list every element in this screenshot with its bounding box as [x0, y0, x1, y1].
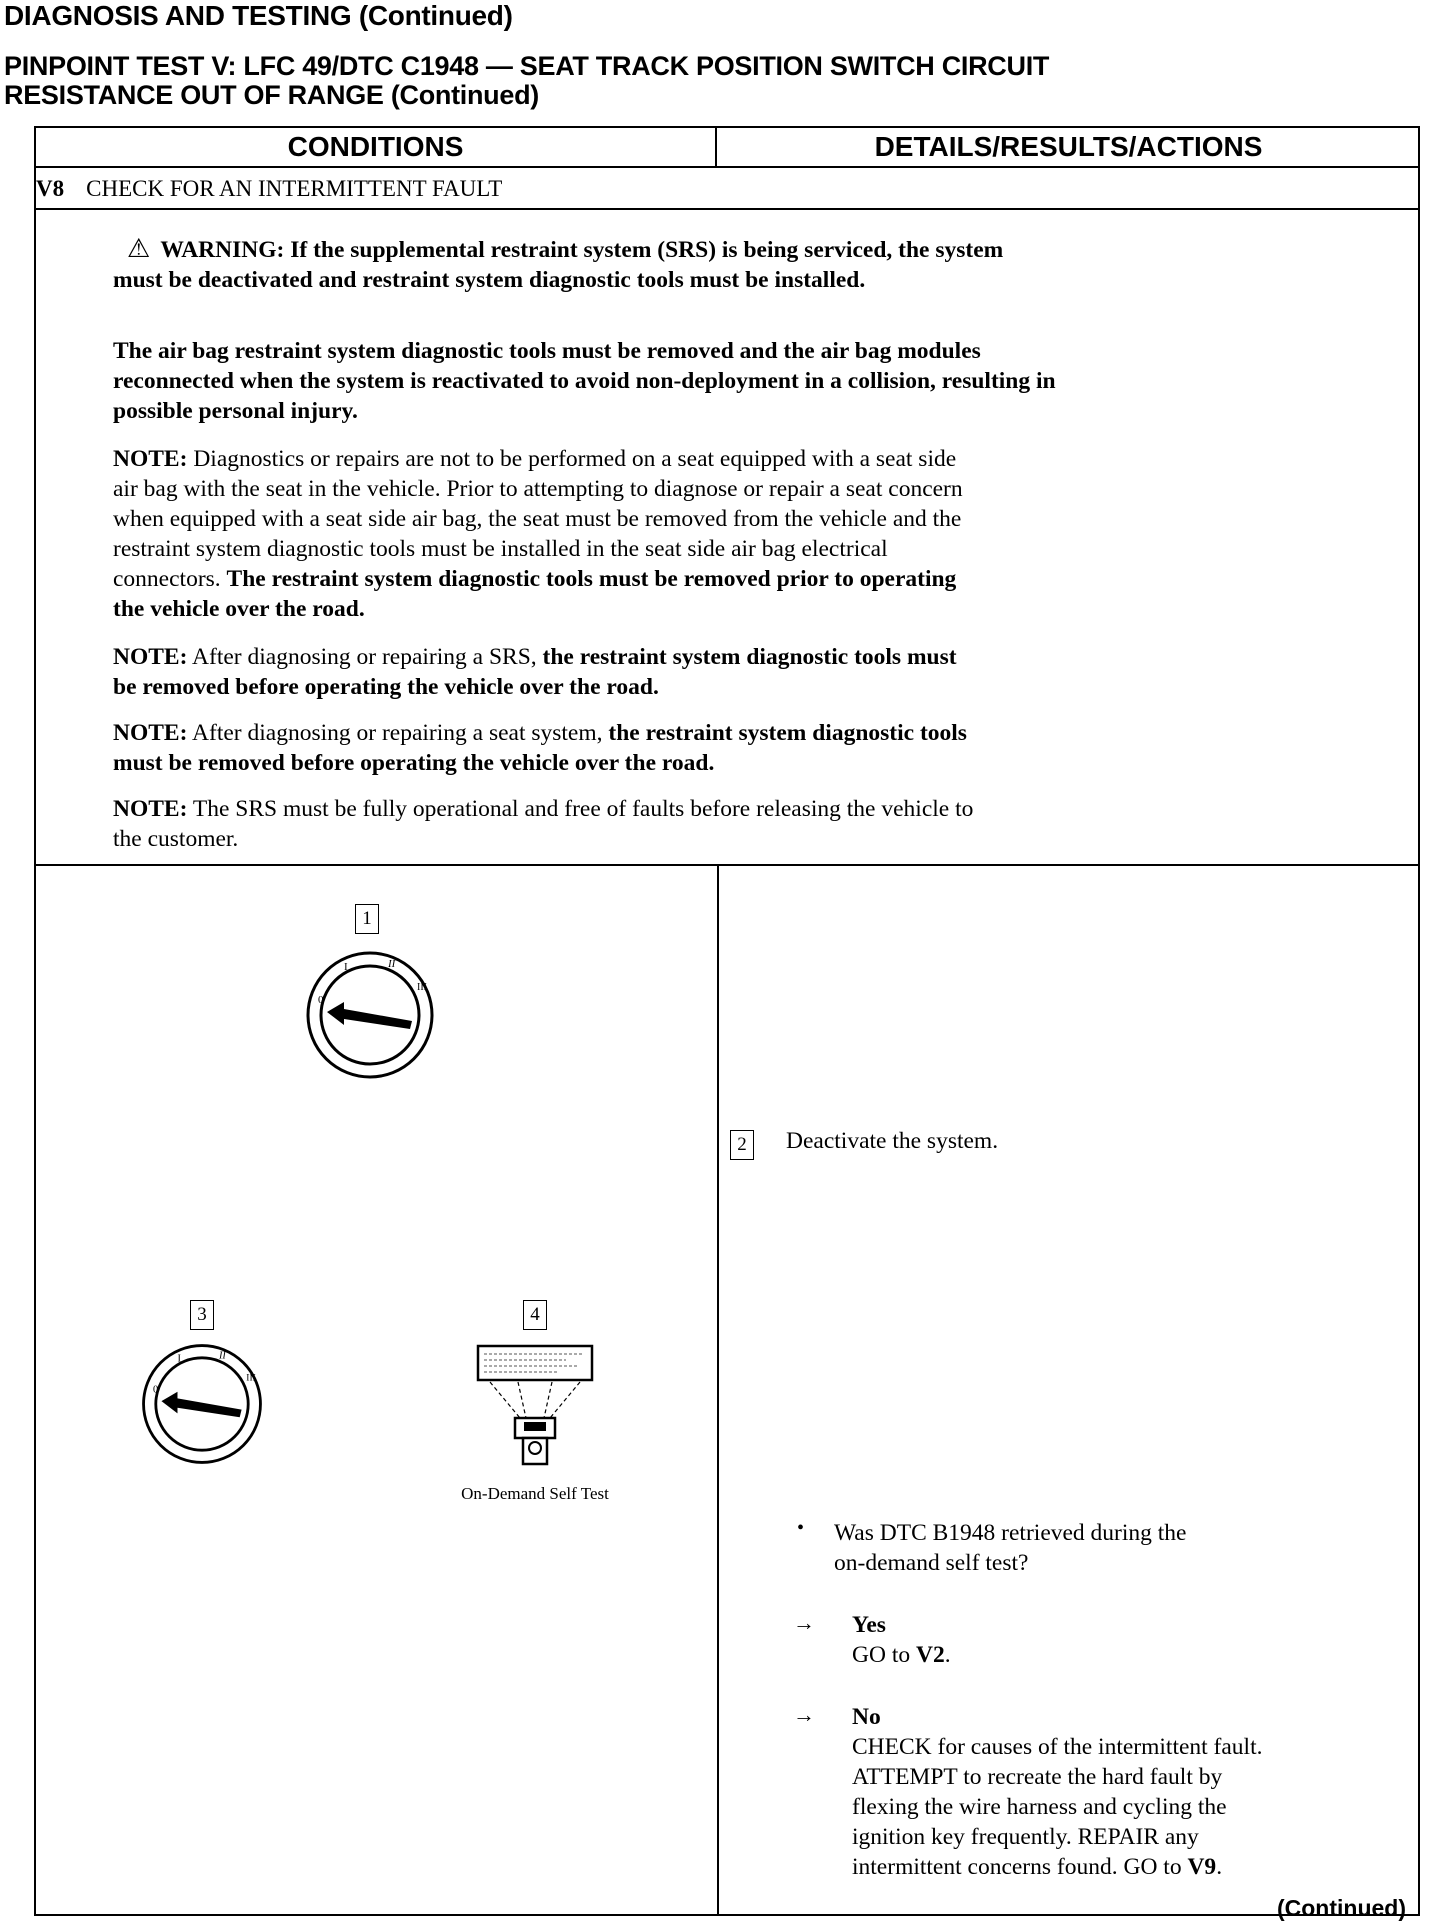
note-label: NOTE:	[113, 720, 188, 746]
step-divider	[34, 208, 1420, 210]
note-text: connectors.	[113, 566, 227, 592]
step-id: V8	[36, 176, 65, 201]
ignition-mark: I	[344, 961, 348, 973]
figure-caption: On-Demand Self Test	[461, 1484, 609, 1503]
details-column-header: DETAILS/RESULTS/ACTIONS	[874, 131, 1263, 162]
note-label: NOTE:	[113, 644, 188, 670]
warning-paragraph-2	[113, 336, 1343, 426]
answer-label: No	[852, 1704, 881, 1730]
ignition-mark: II	[388, 958, 396, 970]
callout-4: 4	[523, 1300, 547, 1330]
ignition-switch-off-icon	[136, 1338, 268, 1470]
answer-no	[852, 1702, 1263, 1882]
test-title-line-1: PINPOINT TEST V: LFC 49/DTC C1948 — SEAT TRACK POSITION SWITCH CIRCUIT	[4, 51, 1050, 81]
ignition-mark: I	[177, 1353, 181, 1365]
header-divider	[34, 166, 1420, 168]
note-text: restraint system diagnostic tools must be installed in the seat side air bag electrical	[113, 536, 888, 562]
ignition-switch-off-icon	[300, 945, 440, 1085]
answer-text: flexing the wire harness and cycling the	[852, 1794, 1227, 1820]
note-text: air bag with the seat in the vehicle. Prior to attempting to diagnose or repair a seat concern	[113, 476, 963, 502]
note-text: the restraint system diagnostic tools must	[542, 644, 957, 670]
scan-tool-icon	[470, 1338, 600, 1478]
question	[834, 1518, 1187, 1578]
note-text: The restraint system diagnostic tools must be removed prior to operating	[226, 566, 957, 592]
column-divider-bottom	[717, 864, 719, 1916]
arrow-icon: →	[793, 1702, 815, 1727]
note-text: After diagnosing or repairing a SRS,	[192, 644, 543, 670]
note-text: be removed before operating the vehicle over the road.	[113, 674, 659, 700]
warning-text: must be deactivated and restraint system diagnostic tools must be installed.	[113, 267, 866, 293]
step-title: CHECK FOR AN INTERMITTENT FAULT	[86, 176, 503, 201]
note-3	[113, 718, 1343, 778]
answer-label: Yes	[852, 1612, 886, 1638]
warning-label: WARNING:	[160, 237, 285, 263]
note-2	[113, 642, 1343, 702]
note-text: The SRS must be fully operational and free of faults before releasing the vehicle to	[192, 796, 974, 822]
note-text: when equipped with a seat side air bag, the seat must be removed from the vehicle and the	[113, 506, 962, 532]
answer-yes	[852, 1610, 951, 1670]
bullet-icon: •	[797, 1517, 805, 1539]
question-text: on-demand self test?	[834, 1550, 1029, 1576]
ignition-mark: II	[218, 1350, 226, 1362]
conditions-column-header: CONDITIONS	[287, 131, 464, 162]
test-title	[4, 52, 1424, 110]
note-text: must be removed before operating the vehicle over the road.	[113, 750, 715, 776]
note-text: the customer.	[113, 826, 239, 852]
step-reference: V2	[915, 1642, 945, 1668]
answer-text: .	[1216, 1854, 1223, 1880]
action-text: Deactivate the system.	[786, 1128, 999, 1154]
ignition-mark: 0	[318, 994, 324, 1006]
ignition-mark: 0	[152, 1384, 159, 1396]
ignition-mark: III	[417, 982, 427, 993]
step-heading	[36, 170, 502, 208]
step-reference: V9	[1187, 1854, 1217, 1880]
ignition-mark: III	[246, 1373, 256, 1384]
callout-3: 3	[190, 1300, 214, 1330]
warning-text: If the supplemental restraint system (SRS) is being serviced, the system	[290, 237, 1004, 263]
warning-triangle-icon: ⚠	[127, 234, 151, 263]
warning-paragraph	[113, 234, 1343, 295]
warning-text: reconnected when the system is reactivated to avoid non-deployment in a collision, resulting in	[113, 368, 1056, 394]
answer-text: ATTEMPT to recreate the hard fault by	[852, 1764, 1223, 1790]
answer-text: ignition key frequently. REPAIR any	[852, 1824, 1199, 1850]
warning-text: The air bag restraint system diagnostic tools must be removed and the air bag modules	[113, 338, 981, 364]
test-title-line-2: RESISTANCE OUT OF RANGE (Continued)	[4, 80, 539, 110]
note-text: the restraint system diagnostic tools	[608, 720, 967, 746]
note-text: the vehicle over the road.	[113, 596, 365, 622]
callout-1: 1	[355, 904, 379, 934]
note-4	[113, 794, 1343, 854]
notes-divider	[34, 864, 1420, 866]
note-text: After diagnosing or repairing a seat system,	[192, 720, 609, 746]
section-title: DIAGNOSIS AND TESTING (Continued)	[4, 0, 513, 31]
answer-text: .	[944, 1642, 951, 1668]
note-1	[113, 444, 1343, 624]
answer-text: CHECK for causes of the intermittent fault.	[852, 1734, 1263, 1760]
note-label: NOTE:	[113, 446, 188, 472]
arrow-icon: →	[793, 1610, 815, 1635]
warning-text: possible personal injury.	[113, 398, 358, 424]
note-label: NOTE:	[113, 796, 188, 822]
question-text: Was DTC B1948 retrieved during the	[834, 1520, 1187, 1546]
callout-2: 2	[730, 1130, 754, 1160]
answer-text: GO to	[852, 1642, 916, 1668]
answer-text: intermittent concerns found. GO to	[852, 1854, 1188, 1880]
continued-label: (Continued)	[1276, 1895, 1406, 1921]
note-text: Diagnostics or repairs are not to be performed on a seat equipped with a seat side	[193, 446, 957, 472]
